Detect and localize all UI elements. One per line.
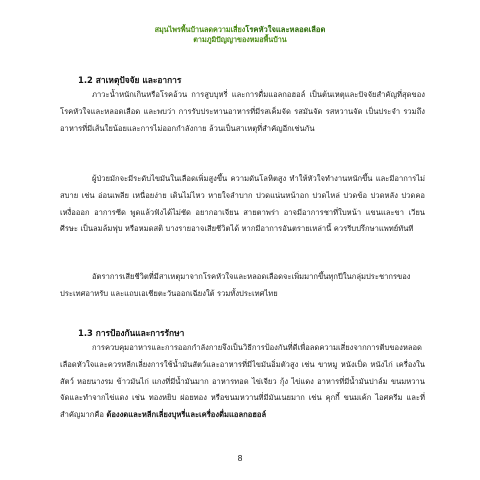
paragraph-prevention-bold: ต้องงดและหลีกเลี่ยงบุหรี่และเครื่องดื่มแอลกอฮอล์ [106, 410, 267, 420]
paragraph-causes-text: ภาวะน้ำหนักเกินหรือโรคอ้วน การสูบบุหรี่ และการดื่มแอลกอฮอล์ เป็นต้นเหตุและปัจจัยสำคัญที่สุดของโรคหัวใจและหลอดเลือด และพบว่า การรับประทานอาหารที่มีรสเค็มจัด รสมันจัด รสหวานจัด เป็นประจำ รวมถึงอาหารที่มีเส้นใยน้อยและการไม่ออกกำลังกาย ล้วนเป็นสาเหตุที่สำคัญอีกเช่นกัน [60, 90, 425, 133]
paragraph-mortality [60, 269, 425, 303]
header-emphasis: โรคหัวใจและหลอดเลือด [245, 25, 326, 34]
paragraph-prevention [60, 340, 425, 424]
header-line-2: ตามภูมิปัญญาของหมอพื้นบ้าน [193, 35, 287, 44]
paragraph-causes [60, 87, 425, 137]
section-heading-causes: 1.2 สาเหตุปัจจัย และอาการ [78, 75, 182, 85]
section-heading-prevention: 1.3 การป้องกันและการรักษา [78, 328, 185, 338]
paragraph-symptoms [60, 171, 425, 238]
paragraph-mortality-text: อัตราการเสียชีวิตที่มีสาเหตุมาจากโรคหัวใจและหลอดเลือดจะเพิ่มมากขึ้นทุกปีในกลุ่มประชากรของประเทศอาหรับ และแถบเอเชียตะวันออกเฉียงใต้ รวมทั้งประเทศไทย [60, 272, 411, 298]
page-number: 8 [237, 454, 243, 463]
header-line-1 [0, 25, 480, 35]
paragraph-prevention-text: การควบคุมอาหารและการออกกำลังกายจึงเป็นวิธีการป้องกันที่ดีเพื่อลดความเสี่ยงจากการตีบของหลอดเลือดหัวใจและควรหลีกเลี่ยงการใช้น้ำมันสัตว์และอาหารที่มีไขมันอิ่มตัวสูง เช่น ขาหมู หนังเป็ด หนังไก่ เครื่องในสัตว์ หอยนางรม ข้าวมันไก่ แกงที่มีน้ำมันมาก อาหารทอด ไข่เจียว กุ้ง ไข่แดง อาหารที่มีน้ำมันปาล์ม ขนมหวานจัดและทำจากไข่แดง เช่น ทองหยิบ ฝอยทอง หรือขนมหวานที่มีมันเนยมาก เช่น คุกกี้ ขนมเค้ก ไอศครีม และที่สำคัญมากคือ [60, 343, 425, 420]
page-header [0, 25, 480, 45]
header-prefix: สมุนไพรพื้นบ้านลดความเสี่ยง [154, 25, 246, 34]
paragraph-symptoms-text: ผู้ป่วยมักจะมีระดับไขมันในเลือดเพิ่มสูงขึ้น ความดันโลหิตสูง ทำให้หัวใจทำงานหนักขึ้น และมีอาการไม่สบาย เช่น อ่อนเพลีย เหนื่อยง่าย เดินไม่ไหว หายใจลำบาก ปวดแน่นหน้าอก ปวดไหล่ ปวดข้อ ปวดหลัง ปวดคอ เหงื่อออก อาการซีด พูดแล้วฟังได้ไม่ชัด อยากอาเจียน สายตาพร่า อาจมีอาการชาที่ใบหน้า แขนและขา เวียนศีรษะ เป็นลมล้มฟุบ หรือหมดสติ บางรายอาจเสียชีวิตได้ หากมีอาการอันตรายเหล่านี้ ควรรีบปรึกษาแพทย์ทันที [60, 174, 425, 234]
